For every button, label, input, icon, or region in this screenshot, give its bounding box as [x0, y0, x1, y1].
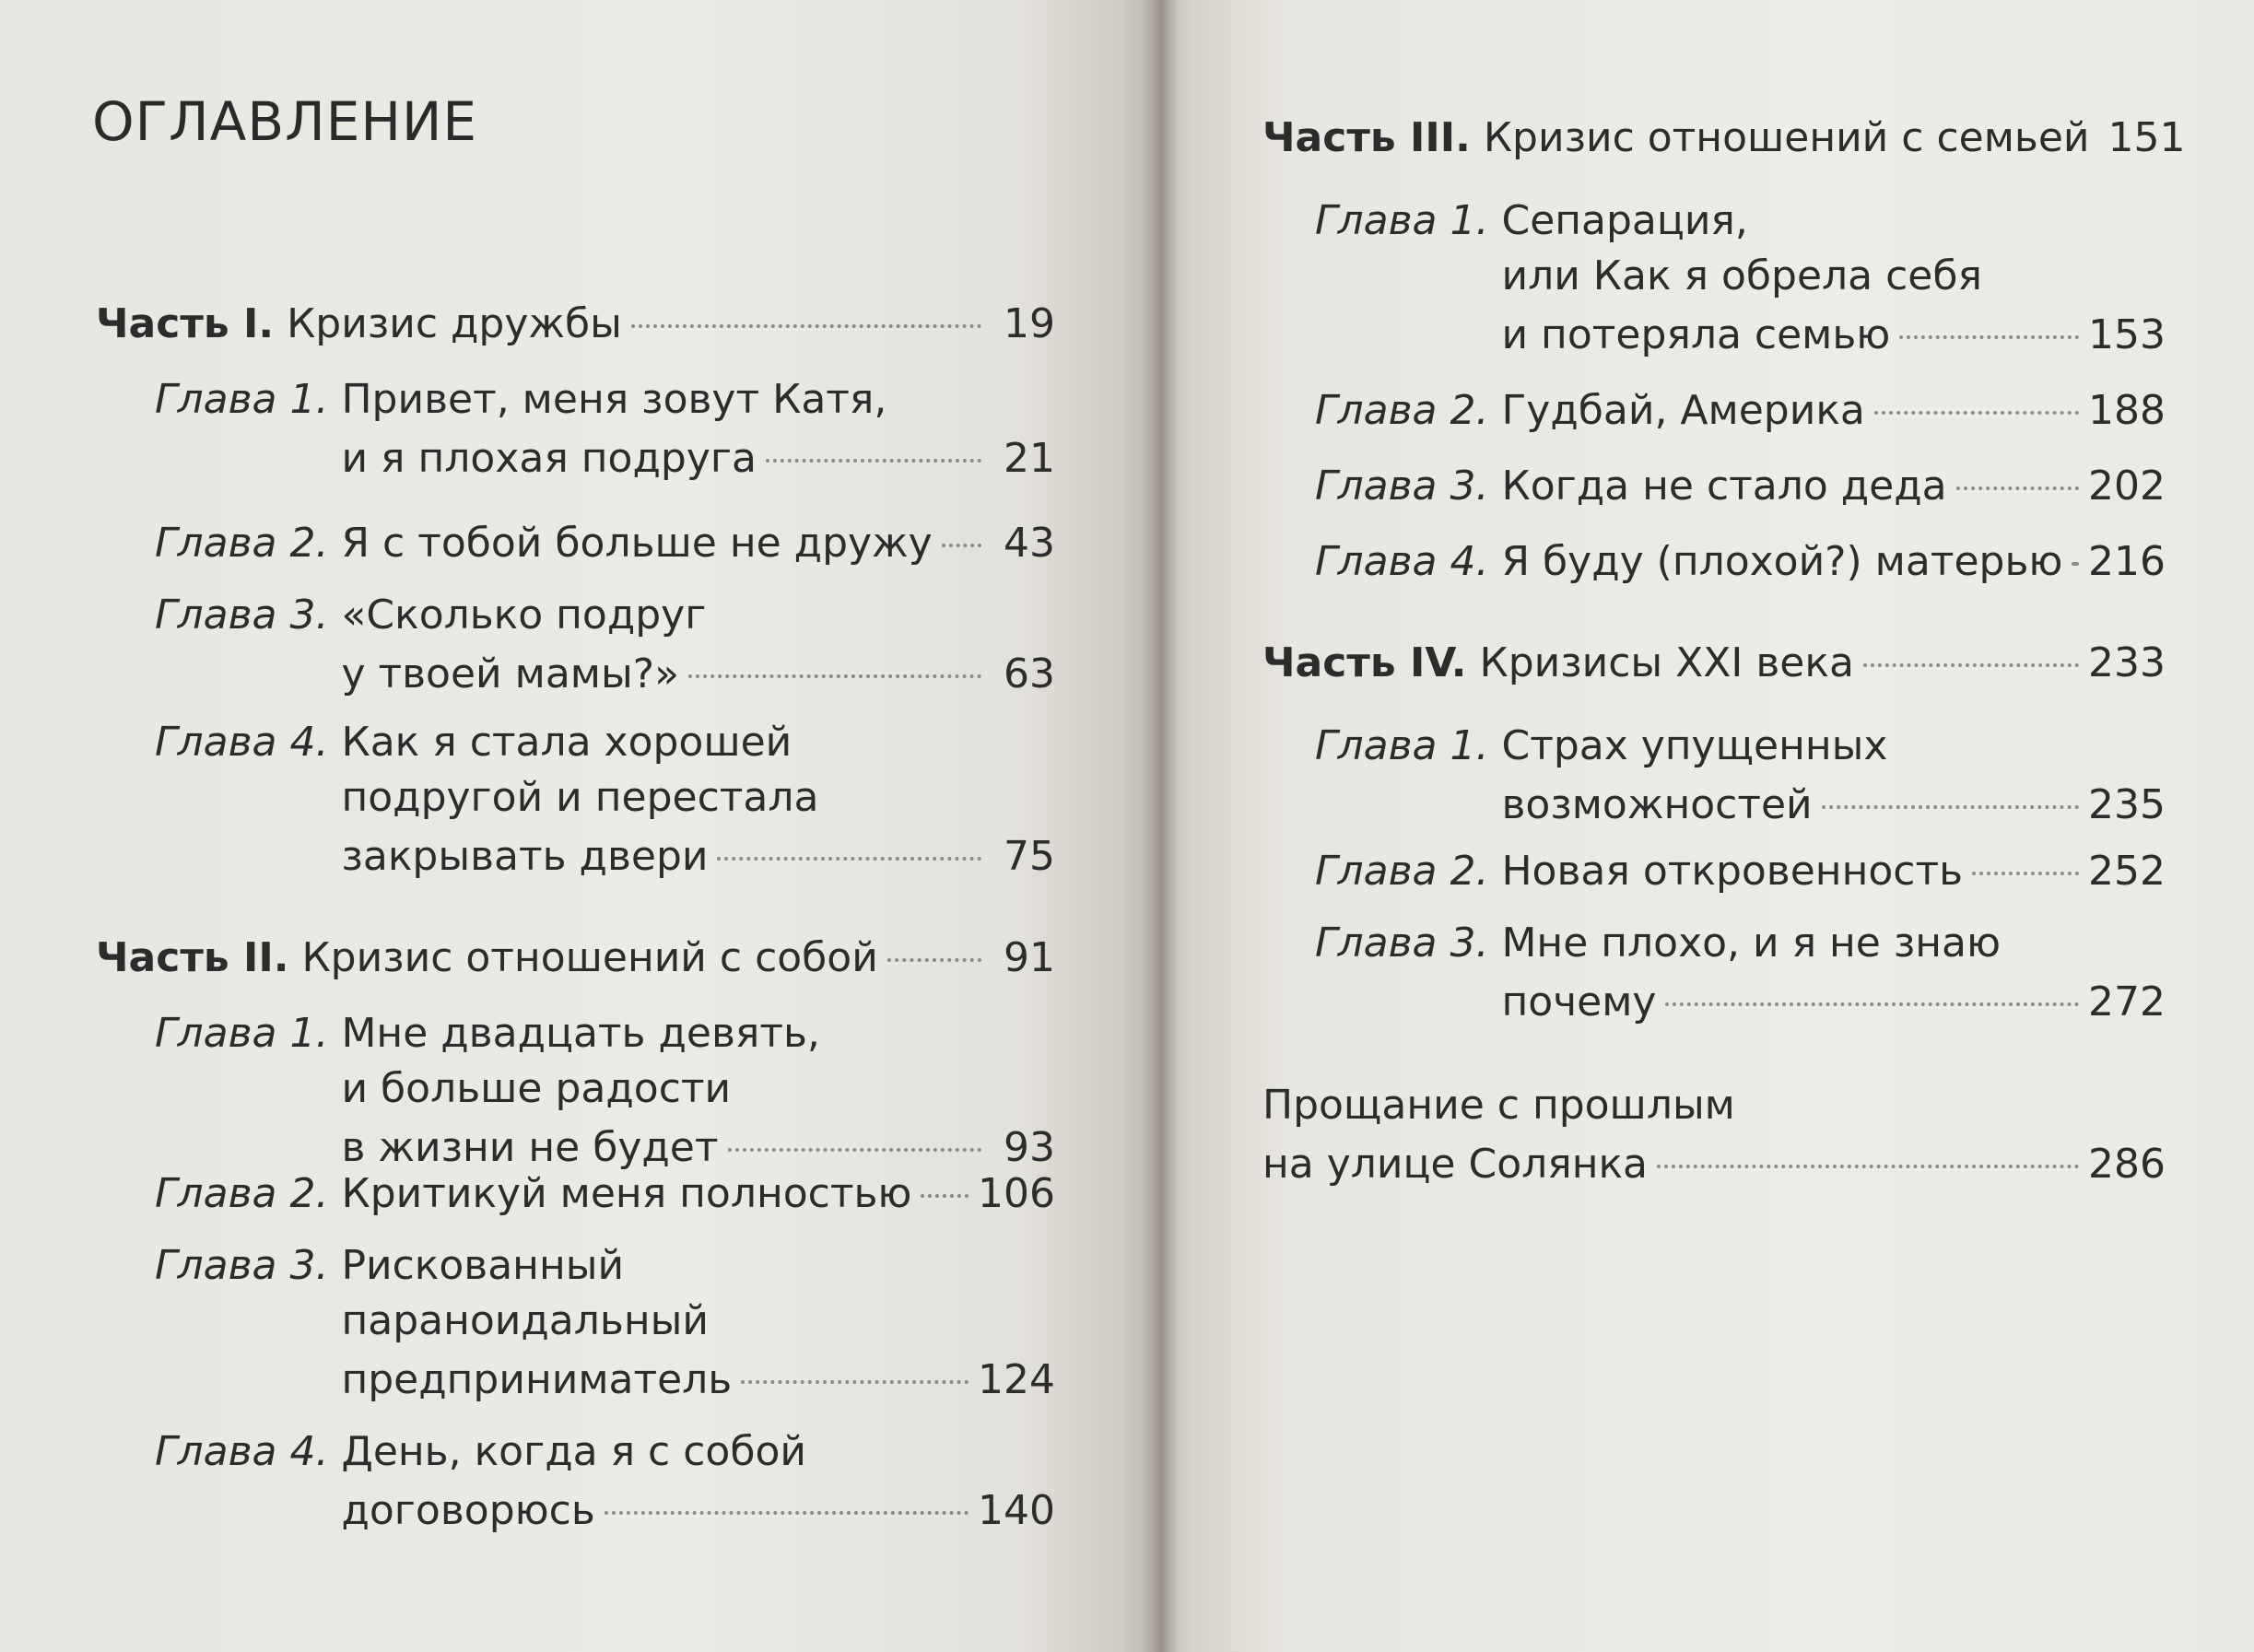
page-number: 153: [2088, 311, 2166, 358]
leader-dots: [1956, 446, 2079, 490]
toc-entry-line: [155, 428, 1055, 486]
book-gutter: [1141, 0, 1178, 1652]
toc-entry-chapter: [1315, 916, 2166, 1030]
toc-entry-line: [155, 826, 1055, 885]
toc-entry-chapter: [155, 372, 1055, 486]
chapter-number: Глава 1.: [1315, 722, 1489, 769]
entry-title-line: Кризис отношений с собой: [301, 934, 878, 981]
toc-entry-line: [155, 1349, 1055, 1408]
toc-entry-line: [1315, 971, 2166, 1030]
page-number: 233: [2088, 639, 2166, 686]
chapter-number: Глава 2.: [155, 1170, 329, 1217]
toc-entry-chapter: [155, 715, 1055, 885]
entry-title-line: Я с тобой больше не дружу: [341, 520, 933, 567]
entry-title-line: Рискованный: [341, 1242, 625, 1289]
entry-title-line: Новая откровенность: [1501, 848, 1964, 895]
toc-title: ОГЛАВЛЕНИЕ: [92, 90, 478, 153]
page-number: 235: [2088, 781, 2166, 828]
leader-dots: [1874, 370, 2079, 415]
toc-entry-chapter: [1315, 840, 2166, 899]
chapter-number: Глава 1.: [155, 1010, 329, 1057]
toc-entry-chapter: [155, 1238, 1055, 1408]
toc-entry-line: [1315, 193, 2166, 249]
page-number: 91: [1004, 934, 1055, 981]
leader-dots: [1822, 765, 2079, 809]
page-number: 140: [978, 1487, 1055, 1534]
toc-entry-part: [1262, 632, 2166, 691]
leader-dots: [605, 1470, 969, 1515]
page-number: 151: [2107, 114, 2186, 161]
entry-title-line: параноидальный: [341, 1297, 709, 1344]
toc-entry-chapter: [1315, 193, 2166, 363]
toc-entry-line: [1315, 531, 2166, 590]
toc-entry-part: [96, 927, 1055, 986]
chapter-number: Глава 3.: [1315, 920, 1489, 967]
page-number: 21: [1004, 435, 1055, 482]
toc-entry-line: [155, 643, 1055, 702]
entry-title-line: и я плохая подруга: [341, 435, 757, 482]
leader-dots: [631, 284, 981, 328]
entry-title-line: у твоей мамы?»: [341, 650, 679, 697]
toc-entry-chapter: [1315, 380, 2166, 439]
toc-entry-chapter: [1315, 531, 2166, 590]
toc-entry-line: [1262, 632, 2166, 691]
entry-title-line: Кризис отношений с семьей: [1483, 114, 2090, 161]
chapter-number: Глава 1.: [155, 376, 329, 423]
page-number: 216: [2088, 538, 2166, 585]
part-number: Часть III.: [1262, 114, 1471, 161]
entry-title-line: Я буду (плохой?) матерью: [1501, 538, 2063, 585]
leader-dots: [1972, 831, 2079, 875]
chapter-number: Глава 4.: [155, 1428, 329, 1475]
entry-title-line: Кризис дружбы: [287, 300, 622, 347]
page-number: 252: [2088, 848, 2166, 895]
leader-dots: [887, 918, 981, 962]
toc-entry-line: [155, 715, 1055, 770]
toc-entry-chapter: [1315, 455, 2166, 514]
chapter-number: Глава 3.: [155, 1242, 329, 1289]
entry-title-line: Критикуй меня полностью: [341, 1170, 912, 1217]
entry-title-line: возможностей: [1501, 781, 1813, 828]
entry-title-line: или Как я обрела себя: [1501, 252, 1982, 299]
entry-title-line: Кризисы XXI века: [1479, 639, 1854, 686]
toc-entry-line: [1315, 840, 2166, 899]
leader-dots: [717, 816, 981, 861]
leader-dots: [1899, 295, 2079, 339]
toc-entry-line: [1315, 380, 2166, 439]
leader-dots: [741, 1340, 969, 1384]
leader-dots: [766, 418, 981, 463]
part-number: Часть IV.: [1262, 639, 1467, 686]
entry-title-line: Прощание с прошлым: [1262, 1082, 1735, 1129]
toc-entry-chapter: [155, 588, 1055, 702]
toc-entry-line: [1262, 1133, 2166, 1192]
leader-dots: [1863, 623, 2079, 667]
leader-dots: [728, 1107, 982, 1152]
entry-title-line: в жизни не будет: [341, 1124, 719, 1171]
toc-entry-line: [96, 927, 1055, 986]
leader-dots: [688, 634, 981, 678]
entry-title-line: Сепарация,: [1501, 197, 1748, 244]
page-number: 124: [978, 1356, 1055, 1403]
entry-title-line: и больше радости: [341, 1065, 732, 1112]
entry-title-line: Привет, меня зовут Катя,: [341, 376, 887, 423]
leader-dots: [942, 503, 981, 547]
chapter-number: Глава 4.: [1315, 538, 1489, 585]
entry-title-line: Когда не стало деда: [1501, 463, 1947, 510]
part-number: Часть I.: [96, 300, 275, 347]
toc-entry-chapter: [155, 1006, 1055, 1176]
page-number: 202: [2088, 463, 2166, 510]
chapter-number: Глава 3.: [155, 592, 329, 639]
entry-title-line: День, когда я с собой: [341, 1428, 806, 1475]
leader-dots: [921, 1154, 969, 1198]
toc-entry-line: [155, 1163, 1055, 1222]
chapter-number: Глава 2.: [155, 520, 329, 567]
entry-title-line: закрывать двери: [341, 833, 709, 880]
entry-title-line: почему: [1501, 978, 1657, 1025]
entry-title-line: и потеряла семью: [1501, 311, 1891, 358]
entry-title-line: Страх упущенных: [1501, 722, 1888, 769]
leader-dots: [1657, 1124, 2079, 1168]
chapter-number: Глава 2.: [1315, 387, 1489, 434]
toc-entry-line: [1262, 107, 2186, 166]
toc-entry-line: [155, 1238, 1055, 1294]
entry-title-line: «Сколько подруг: [341, 592, 707, 639]
chapter-number: Глава 3.: [1315, 463, 1489, 510]
page-number: 93: [1004, 1124, 1055, 1171]
entry-title-line: на улице Солянка: [1262, 1141, 1649, 1188]
toc-entry-line: [1315, 304, 2166, 363]
entry-title-line: Мне плохо, и я не знаю: [1501, 920, 2002, 967]
page-number: 75: [1004, 833, 1055, 880]
toc-entry-line: [1315, 774, 2166, 833]
chapter-number: Глава 1.: [1315, 197, 1489, 244]
page-number: 63: [1004, 650, 1055, 697]
toc-entry-line: [96, 293, 1055, 352]
chapter-number: Глава 2.: [1315, 848, 1489, 895]
toc-entry-line: [155, 1480, 1055, 1539]
toc-entry-part: [1262, 107, 2186, 166]
entry-title-line: подругой и перестала: [341, 774, 819, 821]
entry-title-line: Как я стала хорошей: [341, 719, 792, 766]
page-number: 272: [2088, 978, 2166, 1025]
right-page: [1156, 0, 2254, 1652]
leader-dots: [1665, 962, 2079, 1006]
page-number: 286: [2088, 1141, 2166, 1188]
entry-title-line: договорюсь: [341, 1487, 595, 1534]
toc-entry-line: [155, 1006, 1055, 1061]
entry-title-line: предприниматель: [341, 1356, 733, 1403]
toc-entry-chapter: [155, 512, 1055, 571]
page-number: 43: [1004, 520, 1055, 567]
toc-entry-plain: [1262, 1078, 2166, 1192]
leader-dots: [2072, 521, 2079, 566]
part-number: Часть II.: [96, 934, 289, 981]
toc-entry-part: [96, 293, 1055, 352]
page-number: 19: [1004, 300, 1055, 347]
page-number: 106: [978, 1170, 1055, 1217]
chapter-number: Глава 4.: [155, 719, 329, 766]
toc-entry-chapter: [1315, 719, 2166, 833]
toc-entry-chapter: [155, 1424, 1055, 1539]
toc-entry-line: [155, 512, 1055, 571]
entry-title-line: Мне двадцать девять,: [341, 1010, 820, 1057]
entry-title-line: Гудбай, Америка: [1501, 387, 1865, 434]
page-number: 188: [2088, 387, 2166, 434]
toc-entry-chapter: [155, 1163, 1055, 1222]
toc-entry-line: [1315, 455, 2166, 514]
